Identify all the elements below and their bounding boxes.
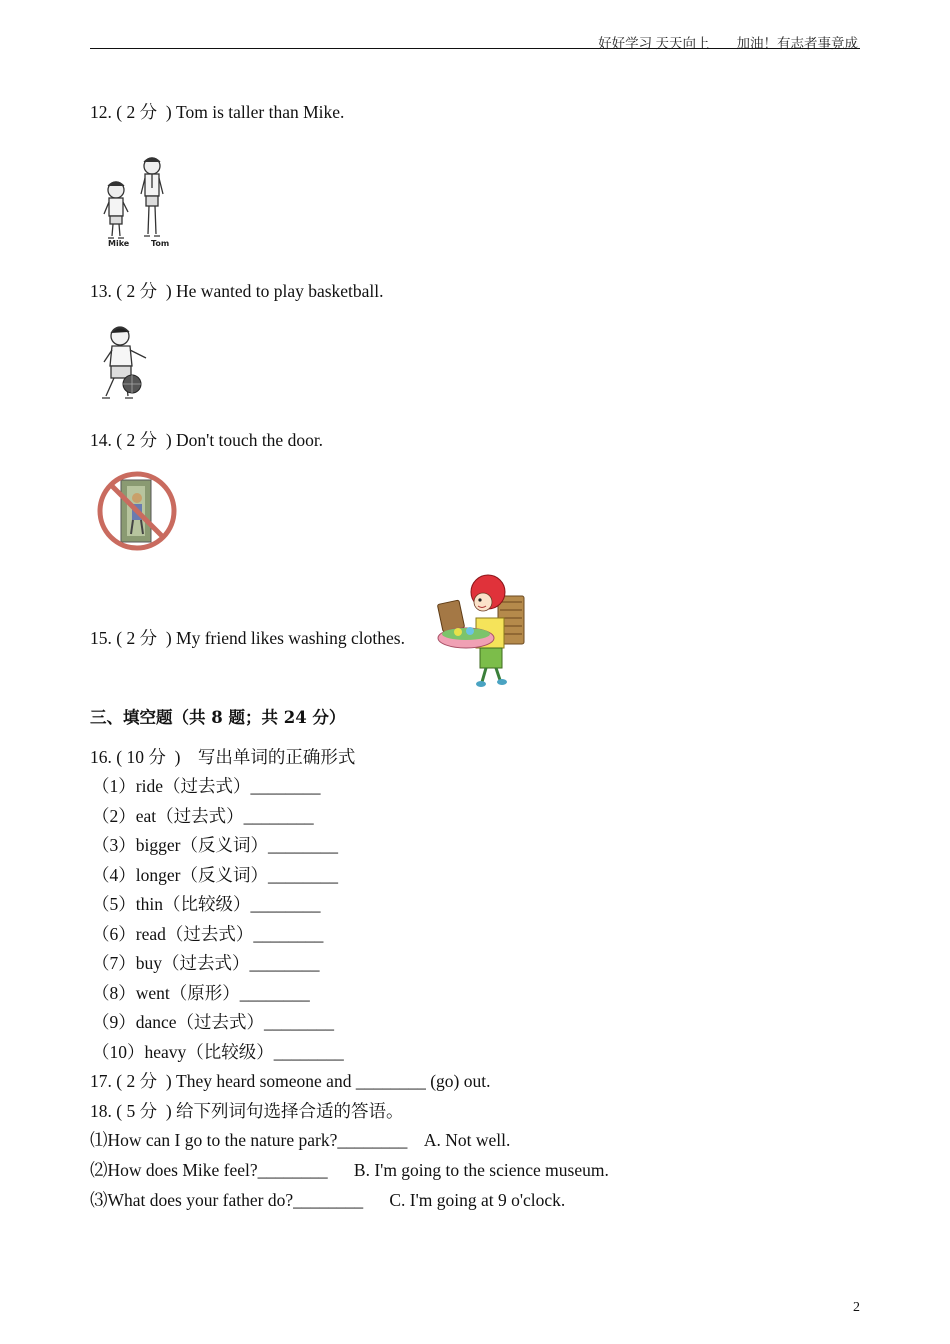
q16-item: （9）dance（过去式）________ (92, 1012, 335, 1032)
header-right: 加油！有志者事竟成 (736, 36, 858, 51)
q18-answer: C. I'm going at 9 o'clock. (389, 1190, 566, 1210)
q18-answer: B. I'm going to the science museum. (353, 1160, 609, 1180)
basketball-boy-picture (98, 322, 158, 410)
girl-washing-clothes-picture (436, 572, 528, 688)
page-number: 2 (853, 1300, 860, 1315)
mike-tom-height-picture (100, 152, 180, 252)
q18-question: ⑴How can I go to the nature park?________ (90, 1130, 408, 1150)
question-12: 12. ( 2 分 ) Tom is taller than Mike. (90, 102, 345, 122)
question-15: 15. ( 2 分 ) My friend likes washing clothes. (90, 628, 405, 648)
question-17: 17. ( 2 分 ) They heard someone and ________ (go) out. (90, 1071, 491, 1091)
question-18-title: 18. ( 5 分 ) 给下列词句选择合适的答语。 (90, 1101, 404, 1121)
header-left: 好好学习 天天向上 (598, 36, 710, 51)
label-tom: Tom (151, 239, 170, 248)
q18-row (90, 1190, 565, 1210)
q16-item: （5）thin（比较级）________ (92, 894, 321, 914)
q18-question: ⑵How does Mike feel?________ (90, 1160, 328, 1180)
q18-row (90, 1160, 609, 1180)
q16-item: （3）bigger（反义词）________ (92, 835, 338, 855)
header-rule (90, 48, 860, 49)
q16-item: （1）ride（过去式）________ (92, 776, 321, 796)
q16-item: （6）read（过去式）________ (92, 924, 324, 944)
q16-item: （8）went（原形）________ (92, 983, 310, 1003)
no-touch-door-sign (95, 468, 180, 554)
header-text (598, 32, 858, 52)
q16-item: （4）longer（反义词）________ (92, 865, 338, 885)
q16-item: （2）eat（过去式）________ (92, 806, 314, 826)
question-13: 13. ( 2 分 ) He wanted to play basketball. (90, 281, 384, 301)
q18-row (90, 1130, 510, 1150)
q16-item: （7）buy（过去式）________ (92, 953, 320, 973)
question-16-title: 16. ( 10 分 ) 写出单词的正确形式 (90, 747, 356, 767)
section-title: 三、填空题（共 8 题；共 24 分） (90, 708, 346, 727)
q18-answer: A. Not well. (423, 1130, 511, 1150)
label-mike: Mike (108, 239, 130, 248)
question-14: 14. ( 2 分 ) Don't touch the door. (90, 430, 324, 450)
q16-item: （10）heavy（比较级）________ (92, 1042, 344, 1062)
q18-question: ⑶What does your father do?________ (90, 1190, 364, 1210)
